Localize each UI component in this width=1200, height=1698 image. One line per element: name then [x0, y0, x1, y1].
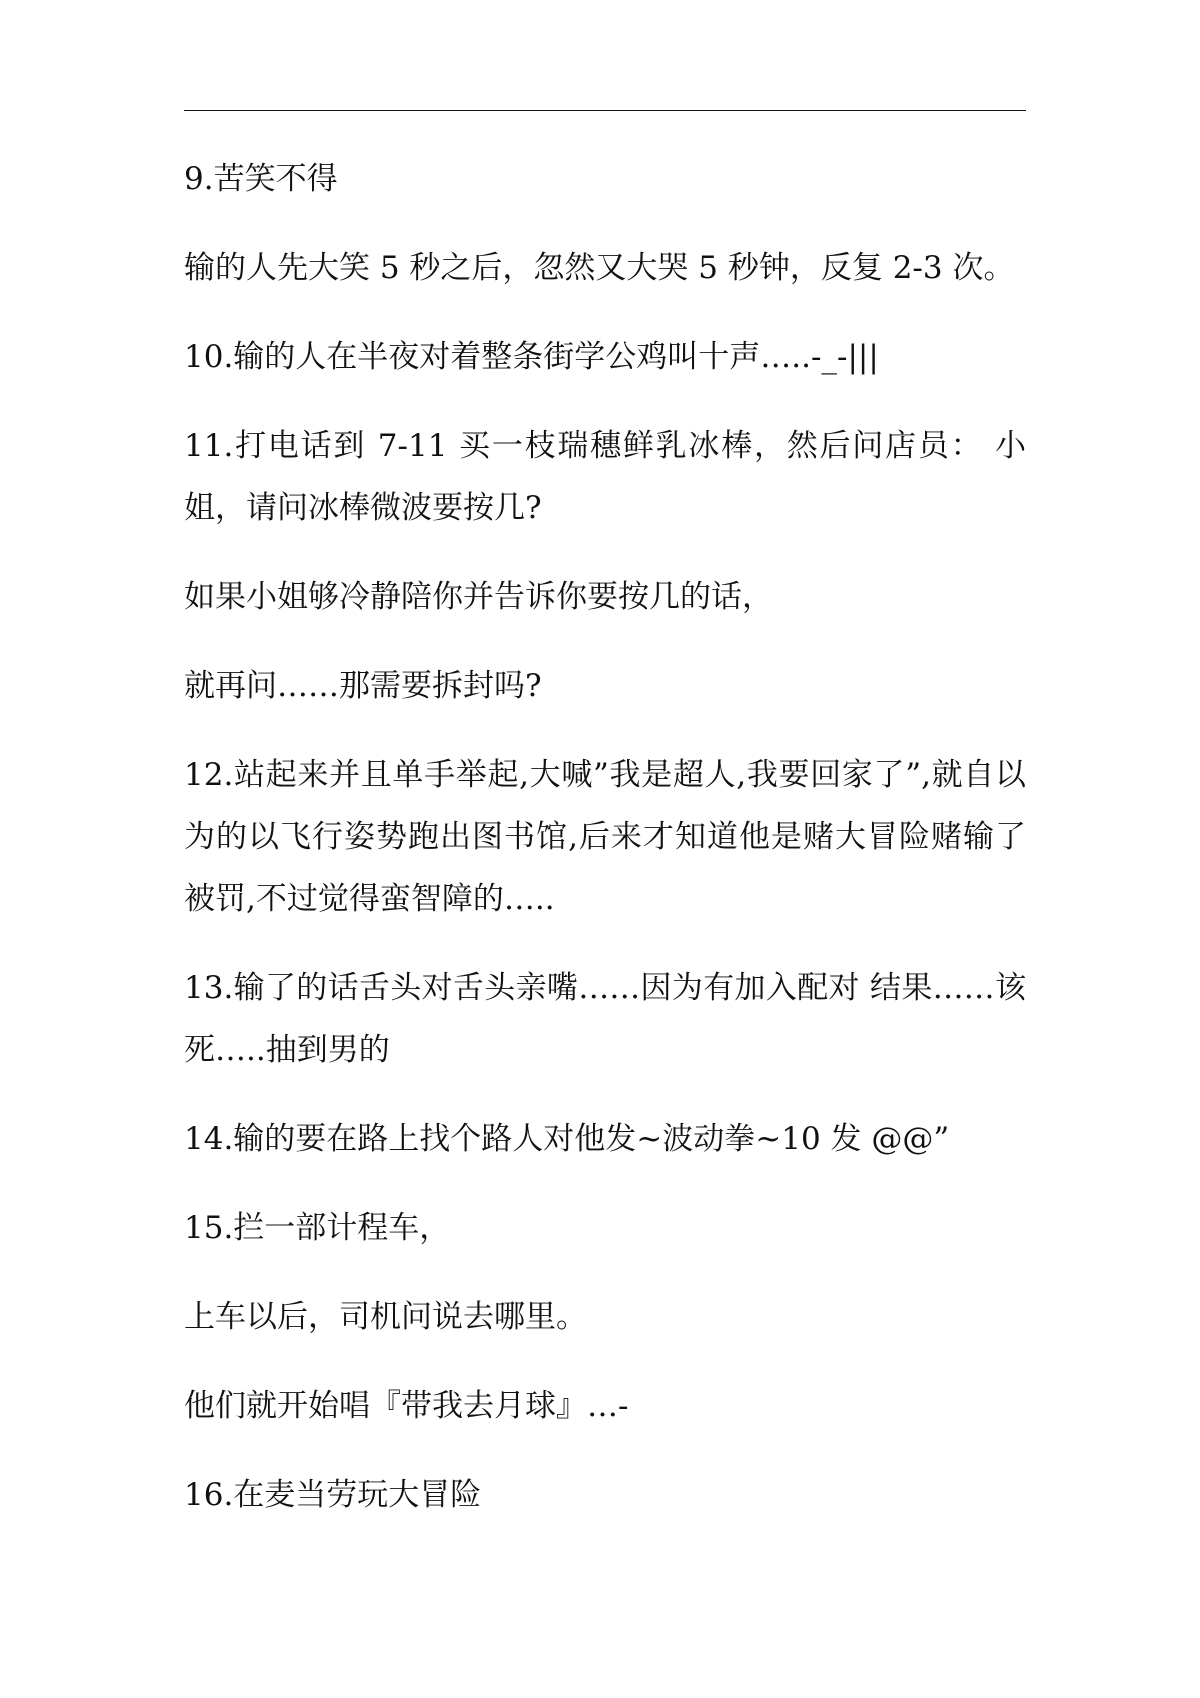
- paragraph-11: 11.打电话到 7-11 买一枝瑞穗鲜乳冰棒，然后问店员： 小姐，请问冰棒微波要按几?: [184, 428, 1026, 526]
- paragraph-11-line-3: 就再问……那需要拆封吗?: [184, 668, 542, 704]
- paragraph-9-title: 9.苦笑不得: [184, 161, 338, 197]
- paragraph-15-line-2: 上车以后，司机问说去哪里。: [184, 1299, 587, 1335]
- paragraph-11-line-2: 如果小姐够冷静陪你并告诉你要按几的话，: [184, 579, 773, 615]
- paragraph-13: 13.输了的话舌头对舌头亲嘴……因为有加入配对 结果……该死…..抽到男的: [184, 970, 1026, 1068]
- header-rule: [184, 110, 1026, 111]
- paragraph-16: 16.在麦当劳玩大冒险: [184, 1477, 482, 1513]
- paragraph-15: 15.拦一部计程车，: [184, 1210, 451, 1246]
- paragraph-14: 14.输的要在路上找个路人对他发~波动拳~10 发 @@”: [184, 1121, 950, 1157]
- paragraph-15-line-3: 他们就开始唱『带我去月球』…-: [184, 1388, 629, 1424]
- paragraph-10: 10.输的人在半夜对着整条街学公鸡叫十声…..-_-|||: [184, 339, 879, 375]
- paragraph-12: 12.站起来并且单手举起,大喊”我是超人,我要回家了”,就自以为的以飞行姿势跑出图书馆,后来才知道他是赌大冒险赌输了被罚,不过觉得蛮智障的…..: [184, 757, 1026, 917]
- paragraph-9-text: 输的人先大笑 5 秒之后，忽然又大哭 5 秒钟，反复 2-3 次。: [184, 250, 1015, 286]
- document-body: [184, 148, 1026, 1526]
